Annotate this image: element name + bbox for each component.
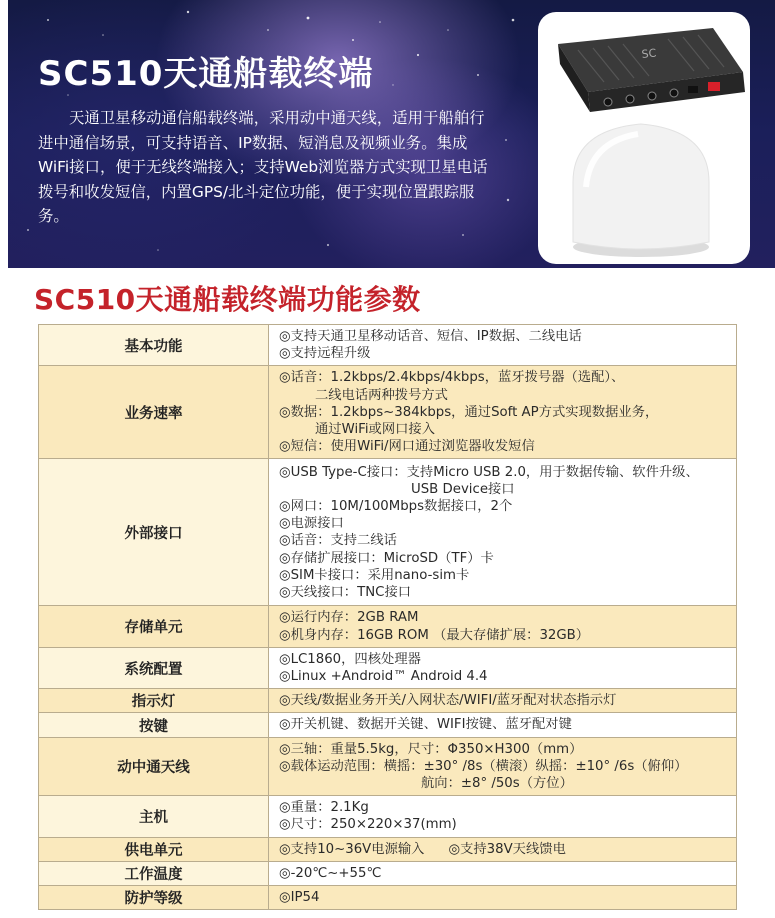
section-title: SC510天通船载终端功能参数	[34, 283, 421, 316]
spec-value: ◎开关机键、数据开关键、WIFI按键、蓝牙配对键	[269, 713, 737, 737]
spec-value: ◎运行内存：2GB RAM ◎机身内存：16GB ROM （最大存储扩展：32GB）	[269, 606, 737, 647]
spec-label: 存储单元	[39, 606, 269, 647]
spec-row-antenna	[39, 737, 737, 796]
hero-banner	[8, 0, 775, 268]
spec-row-system-config	[39, 647, 737, 688]
spec-value: ◎IP54	[269, 886, 737, 910]
spec-row-power	[39, 837, 737, 861]
spec-row-buttons	[39, 713, 737, 737]
spec-value: ◎支持天通卫星移动话音、短信、IP数据、二线电话 ◎支持远程升级	[269, 325, 737, 366]
spec-label: 指示灯	[39, 689, 269, 713]
spec-row-basic-function	[39, 325, 737, 366]
spec-row-host	[39, 796, 737, 837]
spec-row-service-rate	[39, 366, 737, 459]
spec-label: 供电单元	[39, 837, 269, 861]
spec-row-temperature	[39, 861, 737, 885]
terminal-device-illustration	[558, 28, 745, 112]
spec-value: ◎三轴：重量5.5kg，尺寸：Φ350×H300（mm） ◎载体运动范围：横摇：±30° /8s（横滚）纵摇：±10° /6s（俯仰） 航向：±8° /50s（方位）	[269, 737, 737, 796]
spec-value: ◎USB Type-C接口：支持Micro USB 2.0，用于数据传输、软件升级、 USB Device接口 ◎网口：10M/100Mbps数据接口，2个 ◎电源接口 ◎话音：支持二线话 ◎存储扩展接口：MicroSD（TF）卡 ◎SIM卡接口：采用nano-sim卡 ◎天线接口：TNC接口	[269, 459, 737, 606]
spec-label: 系统配置	[39, 647, 269, 688]
radome-antenna-illustration	[573, 124, 709, 257]
spec-label: 外部接口	[39, 459, 269, 606]
spec-value: ◎支持10~36V电源输入 ◎支持38V天线馈电	[269, 837, 737, 861]
spec-row-protection	[39, 886, 737, 910]
spec-value: ◎话音：1.2kbps/2.4kbps/4kbps，蓝牙拨号器（选配）、 二线电话两种拨号方式 ◎数据：1.2kbps~384kbps，通过Soft AP方式实现数据业务， 通过WiFi或网口接入 ◎短信：使用WiFi/网口通过浏览器收发短信	[269, 366, 737, 459]
hero-description: 天通卫星移动通信船载终端，采用动中通天线，适用于船舶行进中通信场景，可支持语音、IP数据、短消息及视频业务。集成WiFi接口，便于无线终端接入；支持Web浏览器方式实现卫星电话拨号和收发短信，内置GPS/北斗定位功能，便于实现位置跟踪服务。	[38, 109, 488, 225]
spec-row-indicators	[39, 689, 737, 713]
spec-label: 主机	[39, 796, 269, 837]
spec-label: 防护等级	[39, 886, 269, 910]
hero-title: SC510天通船载终端	[38, 54, 374, 94]
spec-value: ◎天线/数据业务开关/入网状态/WIFI/蓝牙配对状态指示灯	[269, 689, 737, 713]
svg-text:SC: SC	[640, 46, 657, 61]
spec-label: 基本功能	[39, 325, 269, 366]
product-image-card	[538, 12, 750, 264]
spec-label: 工作温度	[39, 861, 269, 885]
spec-table	[38, 324, 737, 910]
spec-label: 业务速率	[39, 366, 269, 459]
spec-row-external-interfaces	[39, 459, 737, 606]
spec-row-storage	[39, 606, 737, 647]
spec-label: 动中通天线	[39, 737, 269, 796]
spec-value: ◎重量：2.1Kg ◎尺寸：250×220×37(mm)	[269, 796, 737, 837]
power-switch	[708, 82, 720, 91]
spec-value: ◎-20℃~+55℃	[269, 861, 737, 885]
spec-value: ◎LC1860，四核处理器 ◎Linux +Android™ Android 4.4	[269, 647, 737, 688]
spec-label: 按键	[39, 713, 269, 737]
